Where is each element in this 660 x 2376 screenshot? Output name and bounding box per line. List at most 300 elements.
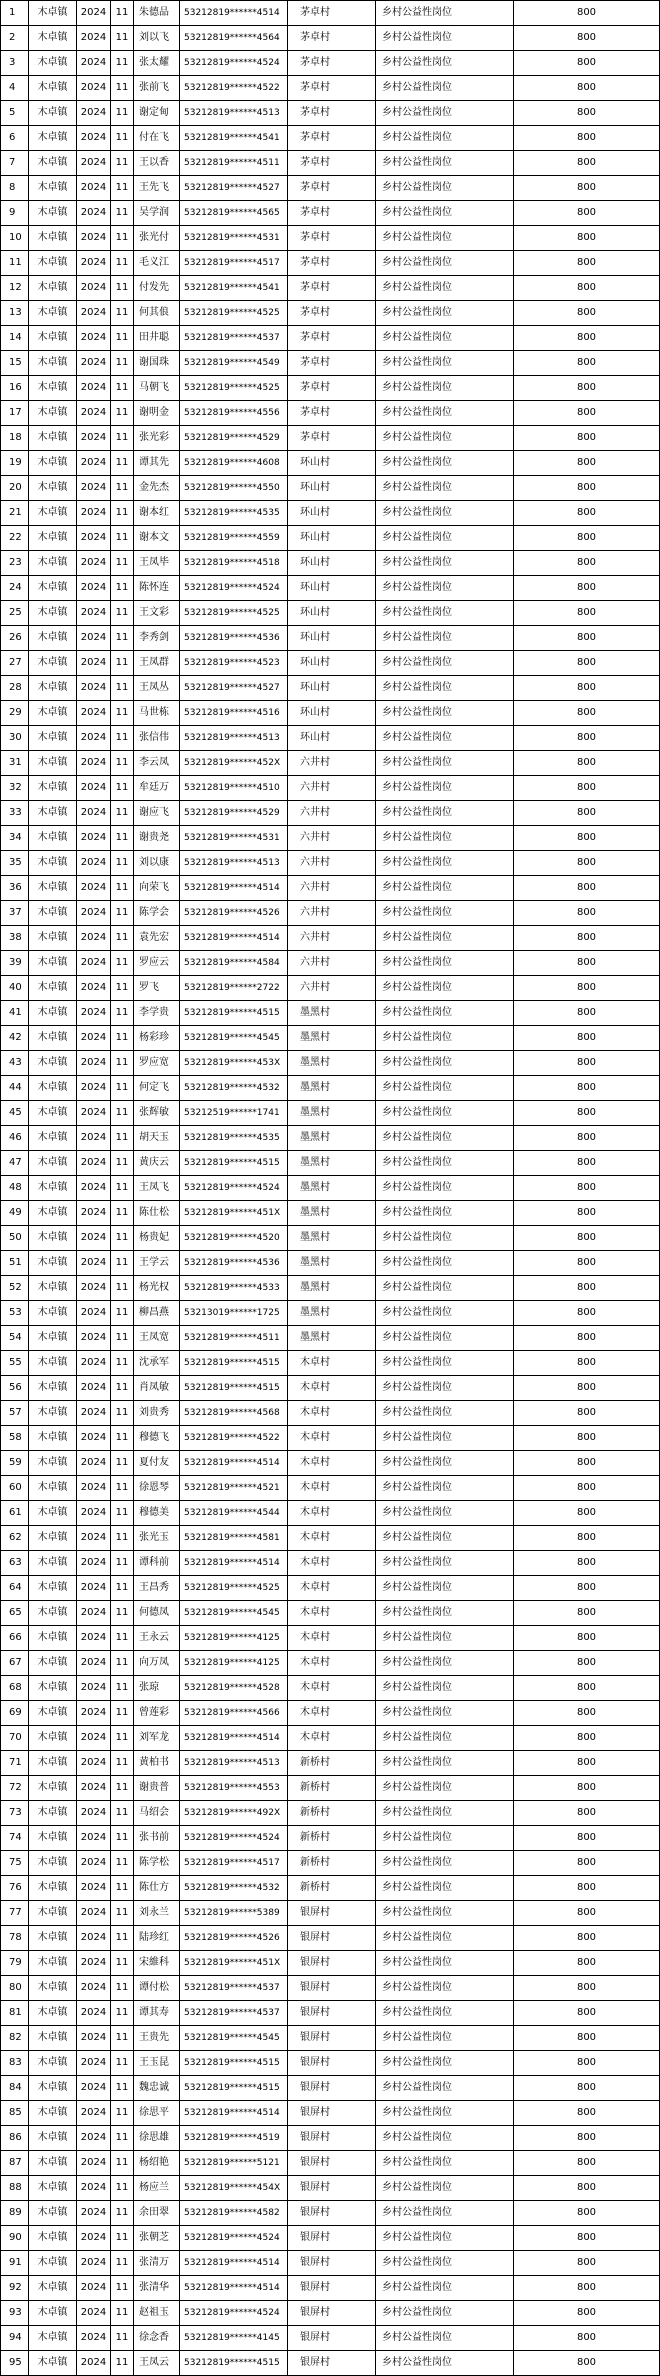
person-name-cell: 夏付友: [134, 1451, 180, 1476]
month-cell: 11: [111, 1276, 134, 1301]
village-cell: 茅卓村: [288, 176, 376, 201]
position-type-cell: 乡村公益性岗位: [376, 1251, 514, 1276]
year-cell: 2024: [77, 1126, 111, 1151]
township-cell: 木卓镇: [29, 501, 77, 526]
township-cell: 木卓镇: [29, 726, 77, 751]
amount-cell: 800: [514, 51, 660, 76]
id-number-cell: 53212819******4524: [180, 2226, 288, 2251]
id-number-cell: 53212819******4527: [180, 176, 288, 201]
township-cell: 木卓镇: [29, 551, 77, 576]
township-cell: 木卓镇: [29, 1876, 77, 1901]
month-cell: 11: [111, 2001, 134, 2026]
month-cell: 11: [111, 776, 134, 801]
year-cell: 2024: [77, 976, 111, 1001]
township-cell: 木卓镇: [29, 1526, 77, 1551]
year-cell: 2024: [77, 1851, 111, 1876]
amount-cell: 800: [514, 1051, 660, 1076]
village-cell: 墨黑村: [288, 1101, 376, 1126]
id-number-cell: 53212819******4525: [180, 301, 288, 326]
person-name-cell: 罗应云: [134, 951, 180, 976]
amount-cell: 800: [514, 576, 660, 601]
position-type-cell: 乡村公益性岗位: [376, 776, 514, 801]
position-type-cell: 乡村公益性岗位: [376, 2301, 514, 2326]
serial-number-cell: 42: [1, 1026, 29, 1051]
person-name-cell: 付发先: [134, 276, 180, 301]
id-number-cell: 53212819******452X: [180, 751, 288, 776]
position-type-cell: 乡村公益性岗位: [376, 976, 514, 1001]
township-cell: 木卓镇: [29, 426, 77, 451]
id-number-cell: 53212819******4535: [180, 1126, 288, 1151]
village-cell: 木卓村: [288, 1701, 376, 1726]
table-row: [1, 476, 660, 501]
id-number-cell: 53212819******4545: [180, 2026, 288, 2051]
month-cell: 11: [111, 1226, 134, 1251]
year-cell: 2024: [77, 226, 111, 251]
year-cell: 2024: [77, 1501, 111, 1526]
person-name-cell: 张书前: [134, 1826, 180, 1851]
year-cell: 2024: [77, 401, 111, 426]
person-name-cell: 谢贵普: [134, 1776, 180, 1801]
amount-cell: 800: [514, 1626, 660, 1651]
table-row: [1, 1, 660, 26]
position-type-cell: 乡村公益性岗位: [376, 1076, 514, 1101]
year-cell: 2024: [77, 2201, 111, 2226]
id-number-cell: 53212819******4524: [180, 2301, 288, 2326]
township-cell: 木卓镇: [29, 1801, 77, 1826]
id-number-cell: 53212819******4556: [180, 401, 288, 426]
serial-number-cell: 67: [1, 1651, 29, 1676]
township-cell: 木卓镇: [29, 251, 77, 276]
table-row: [1, 76, 660, 101]
person-name-cell: 向荣飞: [134, 876, 180, 901]
village-cell: 环山村: [288, 701, 376, 726]
amount-cell: 800: [514, 801, 660, 826]
village-cell: 木卓村: [288, 1651, 376, 1676]
month-cell: 11: [111, 376, 134, 401]
amount-cell: 800: [514, 2326, 660, 2351]
year-cell: 2024: [77, 1451, 111, 1476]
serial-number-cell: 66: [1, 1626, 29, 1651]
village-cell: 新桥村: [288, 1851, 376, 1876]
serial-number-cell: 30: [1, 726, 29, 751]
year-cell: 2024: [77, 2151, 111, 2176]
position-type-cell: 乡村公益性岗位: [376, 1101, 514, 1126]
serial-number-cell: 44: [1, 1076, 29, 1101]
village-cell: 茅卓村: [288, 101, 376, 126]
serial-number-cell: 38: [1, 926, 29, 951]
township-cell: 木卓镇: [29, 976, 77, 1001]
village-cell: 木卓村: [288, 1426, 376, 1451]
position-type-cell: 乡村公益性岗位: [376, 576, 514, 601]
table-row: [1, 351, 660, 376]
amount-cell: 800: [514, 226, 660, 251]
person-name-cell: 张清万: [134, 2251, 180, 2276]
id-number-cell: 53212819******4549: [180, 351, 288, 376]
amount-cell: 800: [514, 1876, 660, 1901]
table-row: [1, 1726, 660, 1751]
amount-cell: 800: [514, 826, 660, 851]
person-name-cell: 张前飞: [134, 76, 180, 101]
month-cell: 11: [111, 726, 134, 751]
month-cell: 11: [111, 51, 134, 76]
amount-cell: 800: [514, 101, 660, 126]
year-cell: 2024: [77, 1351, 111, 1376]
id-number-cell: 53212819******4525: [180, 601, 288, 626]
serial-number-cell: 77: [1, 1901, 29, 1926]
township-cell: 木卓镇: [29, 26, 77, 51]
serial-number-cell: 91: [1, 2251, 29, 2276]
table-row: [1, 926, 660, 951]
person-name-cell: 谭科前: [134, 1551, 180, 1576]
position-type-cell: 乡村公益性岗位: [376, 2001, 514, 2026]
township-cell: 木卓镇: [29, 51, 77, 76]
month-cell: 11: [111, 2176, 134, 2201]
serial-number-cell: 84: [1, 2076, 29, 2101]
id-number-cell: 53212819******4524: [180, 51, 288, 76]
year-cell: 2024: [77, 626, 111, 651]
id-number-cell: 53212819******4550: [180, 476, 288, 501]
year-cell: 2024: [77, 301, 111, 326]
id-number-cell: 53212819******4514: [180, 2101, 288, 2126]
amount-cell: 800: [514, 1926, 660, 1951]
township-cell: 木卓镇: [29, 226, 77, 251]
table-row: [1, 1426, 660, 1451]
month-cell: 11: [111, 1101, 134, 1126]
table-row: [1, 1326, 660, 1351]
table-row: [1, 301, 660, 326]
serial-number-cell: 33: [1, 801, 29, 826]
position-type-cell: 乡村公益性岗位: [376, 1026, 514, 1051]
table-row: [1, 1051, 660, 1076]
village-cell: 新桥村: [288, 1776, 376, 1801]
position-type-cell: 乡村公益性岗位: [376, 1951, 514, 1976]
serial-number-cell: 86: [1, 2126, 29, 2151]
position-type-cell: 乡村公益性岗位: [376, 351, 514, 376]
table-row: [1, 226, 660, 251]
position-type-cell: 乡村公益性岗位: [376, 551, 514, 576]
person-name-cell: 李云凤: [134, 751, 180, 776]
table-row: [1, 1601, 660, 1626]
village-cell: 银屏村: [288, 2226, 376, 2251]
amount-cell: 800: [514, 2001, 660, 2026]
month-cell: 11: [111, 1976, 134, 2001]
month-cell: 11: [111, 301, 134, 326]
id-number-cell: 53212819******4514: [180, 1726, 288, 1751]
month-cell: 11: [111, 1301, 134, 1326]
id-number-cell: 53212819******4518: [180, 551, 288, 576]
person-name-cell: 王学云: [134, 1251, 180, 1276]
person-name-cell: 张琼: [134, 1676, 180, 1701]
serial-number-cell: 90: [1, 2226, 29, 2251]
position-type-cell: 乡村公益性岗位: [376, 2326, 514, 2351]
serial-number-cell: 8: [1, 176, 29, 201]
township-cell: 木卓镇: [29, 2176, 77, 2201]
serial-number-cell: 26: [1, 626, 29, 651]
id-number-cell: 53212819******4529: [180, 801, 288, 826]
year-cell: 2024: [77, 1401, 111, 1426]
person-name-cell: 穆德美: [134, 1501, 180, 1526]
year-cell: 2024: [77, 2126, 111, 2151]
person-name-cell: 马世栋: [134, 701, 180, 726]
person-name-cell: 杨光权: [134, 1276, 180, 1301]
month-cell: 11: [111, 101, 134, 126]
month-cell: 11: [111, 801, 134, 826]
id-number-cell: 53212819******4522: [180, 1426, 288, 1451]
position-type-cell: 乡村公益性岗位: [376, 1876, 514, 1901]
id-number-cell: 53212819******4515: [180, 1151, 288, 1176]
amount-cell: 800: [514, 626, 660, 651]
person-name-cell: 曾莲彩: [134, 1701, 180, 1726]
serial-number-cell: 34: [1, 826, 29, 851]
person-name-cell: 沈承军: [134, 1351, 180, 1376]
table-row: [1, 1401, 660, 1426]
serial-number-cell: 55: [1, 1351, 29, 1376]
person-name-cell: 余田翠: [134, 2201, 180, 2226]
id-number-cell: 53212819******4520: [180, 1226, 288, 1251]
year-cell: 2024: [77, 1951, 111, 1976]
township-cell: 木卓镇: [29, 2126, 77, 2151]
township-cell: 木卓镇: [29, 1, 77, 26]
person-name-cell: 陈仕方: [134, 1876, 180, 1901]
position-type-cell: 乡村公益性岗位: [376, 1401, 514, 1426]
table-row: [1, 1251, 660, 1276]
month-cell: 11: [111, 1726, 134, 1751]
year-cell: 2024: [77, 2326, 111, 2351]
id-number-cell: 53212819******4536: [180, 1251, 288, 1276]
village-cell: 木卓村: [288, 1451, 376, 1476]
person-name-cell: 向万凤: [134, 1651, 180, 1676]
amount-cell: 800: [514, 1076, 660, 1101]
serial-number-cell: 89: [1, 2201, 29, 2226]
serial-number-cell: 14: [1, 326, 29, 351]
month-cell: 11: [111, 501, 134, 526]
person-name-cell: 张清华: [134, 2276, 180, 2301]
month-cell: 11: [111, 701, 134, 726]
village-cell: 木卓村: [288, 1401, 376, 1426]
amount-cell: 800: [514, 1826, 660, 1851]
amount-cell: 800: [514, 2201, 660, 2226]
month-cell: 11: [111, 1001, 134, 1026]
id-number-cell: 53212819******4514: [180, 1, 288, 26]
township-cell: 木卓镇: [29, 2101, 77, 2126]
year-cell: 2024: [77, 701, 111, 726]
village-cell: 墨黑村: [288, 1201, 376, 1226]
township-cell: 木卓镇: [29, 1601, 77, 1626]
township-cell: 木卓镇: [29, 851, 77, 876]
table-row: [1, 701, 660, 726]
amount-cell: 800: [514, 326, 660, 351]
month-cell: 11: [111, 1501, 134, 1526]
table-row: [1, 1626, 660, 1651]
amount-cell: 800: [514, 376, 660, 401]
serial-number-cell: 71: [1, 1751, 29, 1776]
person-name-cell: 徐恩琴: [134, 1476, 180, 1501]
township-cell: 木卓镇: [29, 1851, 77, 1876]
position-type-cell: 乡村公益性岗位: [376, 301, 514, 326]
month-cell: 11: [111, 1126, 134, 1151]
person-name-cell: 徐思雄: [134, 2126, 180, 2151]
id-number-cell: 53212819******492X: [180, 1801, 288, 1826]
township-cell: 木卓镇: [29, 1076, 77, 1101]
serial-number-cell: 58: [1, 1426, 29, 1451]
position-type-cell: 乡村公益性岗位: [376, 1751, 514, 1776]
person-name-cell: 王以香: [134, 151, 180, 176]
person-name-cell: 马绍会: [134, 1801, 180, 1826]
position-type-cell: 乡村公益性岗位: [376, 1601, 514, 1626]
amount-cell: 800: [514, 2026, 660, 2051]
table-row: [1, 1926, 660, 1951]
month-cell: 11: [111, 2151, 134, 2176]
table-row: [1, 951, 660, 976]
id-number-cell: 53212819******4545: [180, 1601, 288, 1626]
village-cell: 银屏村: [288, 2101, 376, 2126]
township-cell: 木卓镇: [29, 776, 77, 801]
township-cell: 木卓镇: [29, 2151, 77, 2176]
table-row: [1, 126, 660, 151]
township-cell: 木卓镇: [29, 2026, 77, 2051]
month-cell: 11: [111, 2301, 134, 2326]
id-number-cell: 53212819******451X: [180, 1201, 288, 1226]
month-cell: 11: [111, 1601, 134, 1626]
village-cell: 木卓村: [288, 1526, 376, 1551]
table-row: [1, 401, 660, 426]
position-type-cell: 乡村公益性岗位: [376, 2101, 514, 2126]
township-cell: 木卓镇: [29, 1726, 77, 1751]
position-type-cell: 乡村公益性岗位: [376, 426, 514, 451]
position-type-cell: 乡村公益性岗位: [376, 701, 514, 726]
table-row: [1, 1676, 660, 1701]
township-cell: 木卓镇: [29, 1201, 77, 1226]
village-cell: 银屏村: [288, 2301, 376, 2326]
id-number-cell: 53212819******4511: [180, 151, 288, 176]
serial-number-cell: 56: [1, 1376, 29, 1401]
village-cell: 墨黑村: [288, 1126, 376, 1151]
village-cell: 新桥村: [288, 1801, 376, 1826]
village-cell: 墨黑村: [288, 1001, 376, 1026]
id-number-cell: 53212819******4533: [180, 1276, 288, 1301]
village-cell: 木卓村: [288, 1551, 376, 1576]
amount-cell: 800: [514, 1676, 660, 1701]
id-number-cell: 53212819******4515: [180, 1376, 288, 1401]
person-name-cell: 吴学润: [134, 201, 180, 226]
table-row: [1, 676, 660, 701]
serial-number-cell: 35: [1, 851, 29, 876]
amount-cell: 800: [514, 2151, 660, 2176]
village-cell: 茅卓村: [288, 426, 376, 451]
table-row: [1, 826, 660, 851]
month-cell: 11: [111, 451, 134, 476]
serial-number-cell: 39: [1, 951, 29, 976]
village-cell: 银屏村: [288, 1976, 376, 2001]
position-type-cell: 乡村公益性岗位: [376, 801, 514, 826]
amount-cell: 800: [514, 351, 660, 376]
position-type-cell: 乡村公益性岗位: [376, 1626, 514, 1651]
position-type-cell: 乡村公益性岗位: [376, 226, 514, 251]
id-number-cell: 53212819******453X: [180, 1051, 288, 1076]
position-type-cell: 乡村公益性岗位: [376, 951, 514, 976]
year-cell: 2024: [77, 476, 111, 501]
year-cell: 2024: [77, 1651, 111, 1676]
township-cell: 木卓镇: [29, 626, 77, 651]
year-cell: 2024: [77, 2351, 111, 2376]
township-cell: 木卓镇: [29, 1551, 77, 1576]
month-cell: 11: [111, 476, 134, 501]
position-type-cell: 乡村公益性岗位: [376, 401, 514, 426]
village-cell: 茅卓村: [288, 201, 376, 226]
serial-number-cell: 52: [1, 1276, 29, 1301]
village-cell: 环山村: [288, 626, 376, 651]
amount-cell: 800: [514, 1776, 660, 1801]
serial-number-cell: 40: [1, 976, 29, 1001]
township-cell: 木卓镇: [29, 1351, 77, 1376]
year-cell: 2024: [77, 1251, 111, 1276]
village-cell: 茅卓村: [288, 51, 376, 76]
person-name-cell: 宋維科: [134, 1951, 180, 1976]
serial-number-cell: 45: [1, 1101, 29, 1126]
township-cell: 木卓镇: [29, 1026, 77, 1051]
serial-number-cell: 20: [1, 476, 29, 501]
person-name-cell: 王先飞: [134, 176, 180, 201]
table-row: [1, 551, 660, 576]
serial-number-cell: 13: [1, 301, 29, 326]
amount-cell: 800: [514, 1426, 660, 1451]
serial-number-cell: 29: [1, 701, 29, 726]
serial-number-cell: 64: [1, 1576, 29, 1601]
position-type-cell: 乡村公益性岗位: [376, 626, 514, 651]
month-cell: 11: [111, 876, 134, 901]
year-cell: 2024: [77, 901, 111, 926]
village-cell: 墨黑村: [288, 1051, 376, 1076]
table-row: [1, 451, 660, 476]
amount-cell: 800: [514, 2251, 660, 2276]
position-type-cell: 乡村公益性岗位: [376, 926, 514, 951]
person-name-cell: 谢国珠: [134, 351, 180, 376]
year-cell: 2024: [77, 2301, 111, 2326]
person-name-cell: 王凤丛: [134, 676, 180, 701]
position-type-cell: 乡村公益性岗位: [376, 1, 514, 26]
year-cell: 2024: [77, 151, 111, 176]
year-cell: 2024: [77, 501, 111, 526]
id-number-cell: 53212819******4523: [180, 651, 288, 676]
serial-number-cell: 87: [1, 2151, 29, 2176]
amount-cell: 800: [514, 926, 660, 951]
serial-number-cell: 48: [1, 1176, 29, 1201]
year-cell: 2024: [77, 1551, 111, 1576]
table-row: [1, 1876, 660, 1901]
table-row: [1, 1126, 660, 1151]
table-row: [1, 1001, 660, 1026]
table-row: [1, 1501, 660, 1526]
year-cell: 2024: [77, 751, 111, 776]
table-row: [1, 2151, 660, 2176]
position-type-cell: 乡村公益性岗位: [376, 1576, 514, 1601]
position-type-cell: 乡村公益性岗位: [376, 1226, 514, 1251]
township-cell: 木卓镇: [29, 351, 77, 376]
township-cell: 木卓镇: [29, 2301, 77, 2326]
township-cell: 木卓镇: [29, 1176, 77, 1201]
township-cell: 木卓镇: [29, 1376, 77, 1401]
id-number-cell: 53212819******4584: [180, 951, 288, 976]
amount-cell: 800: [514, 1126, 660, 1151]
serial-number-cell: 92: [1, 2276, 29, 2301]
amount-cell: 800: [514, 901, 660, 926]
year-cell: 2024: [77, 1051, 111, 1076]
village-cell: 六井村: [288, 876, 376, 901]
position-type-cell: 乡村公益性岗位: [376, 751, 514, 776]
village-cell: 环山村: [288, 551, 376, 576]
year-cell: 2024: [77, 1776, 111, 1801]
amount-cell: 800: [514, 126, 660, 151]
